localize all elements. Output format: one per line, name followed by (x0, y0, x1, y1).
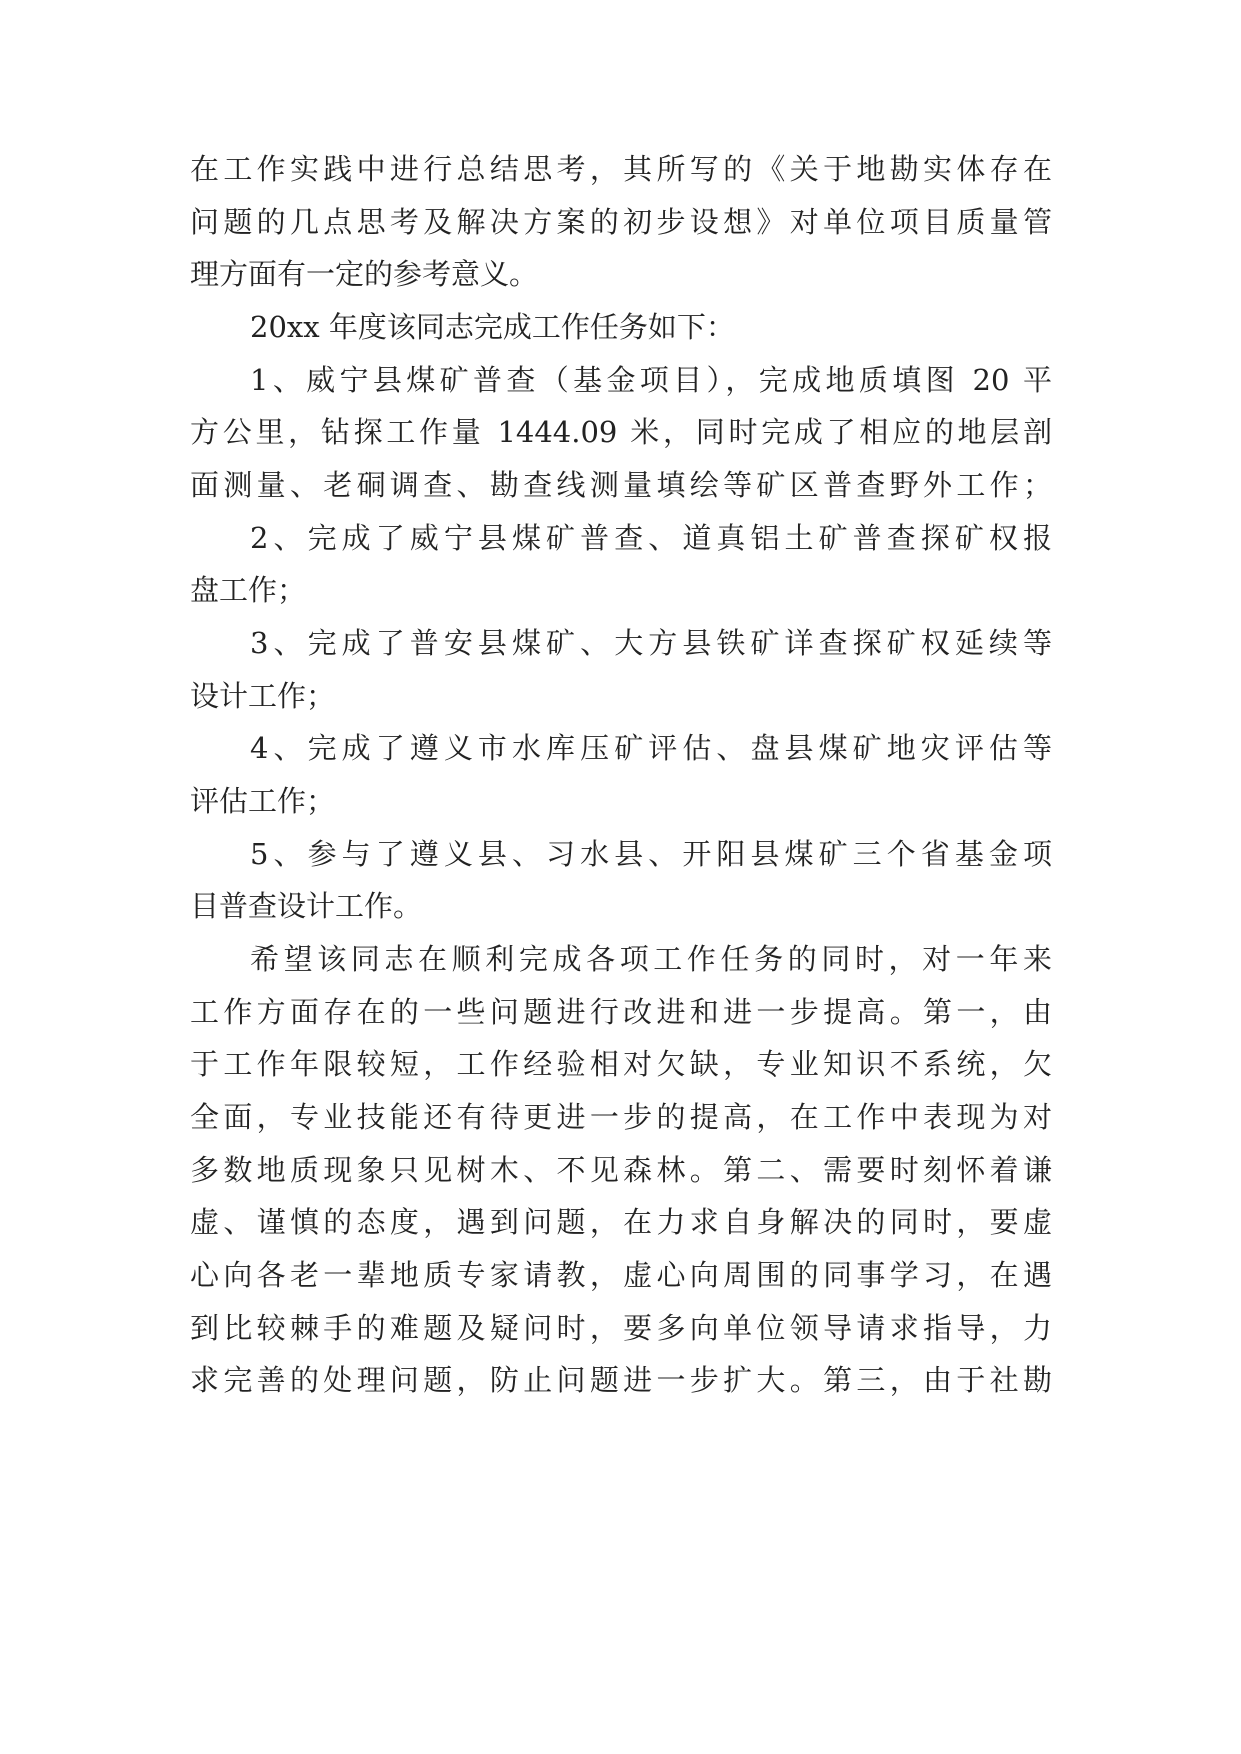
text-line: 在工作实践中进行总结思考，其所写的《关于地勘实体存在 (190, 152, 1052, 186)
text-line: 目普查设计工作。 (190, 889, 423, 923)
text-line: 5、参与了遵义县、习水县、开阳县煤矿三个省基金项 (250, 837, 1052, 871)
text-line: 设计工作； (190, 679, 336, 713)
text-line: 求完善的处理问题，防止问题进一步扩大。第三，由于社勘 (190, 1363, 1052, 1397)
text-line: 于工作年限较短，工作经验相对欠缺，专业知识不系统，欠 (190, 1047, 1052, 1081)
text-line: 心向各老一辈地质专家请教，虚心向周围的同事学习，在遇 (190, 1258, 1052, 1292)
text-line: 3、完成了普安县煤矿、大方县铁矿详查探矿权延续等 (250, 626, 1052, 660)
text-line: 方公里，钻探工作量 1444.09 米，同时完成了相应的地层剖 (190, 415, 1052, 449)
text-line: 4、完成了遵义市水库压矿评估、盘县煤矿地灾评估等 (250, 731, 1052, 765)
text-line: 问题的几点思考及解决方案的初步设想》对单位项目质量管 (190, 205, 1052, 239)
text-line: 多数地质现象只见树木、不见森林。第二、需要时刻怀着谦 (190, 1153, 1052, 1187)
text-line: 面测量、老硐调查、勘查线测量填绘等矿区普查野外工作； (190, 468, 1052, 502)
text-line: 工作方面存在的一些问题进行改进和进一步提高。第一，由 (190, 995, 1052, 1029)
text-line: 理方面有一定的参考意义。 (190, 257, 539, 291)
text-line: 盘工作； (190, 573, 307, 607)
text-line: 到比较棘手的难题及疑问时，要多向单位领导请求指导，力 (190, 1311, 1052, 1345)
text-line: 20xx 年度该同志完成工作任务如下： (250, 310, 735, 344)
text-line: 2、完成了威宁县煤矿普查、道真铝土矿普查探矿权报 (250, 521, 1052, 555)
text-line: 1、威宁县煤矿普查（基金项目），完成地质填图 20 平 (250, 363, 1052, 397)
text-line: 虚、谨慎的态度，遇到问题，在力求自身解决的同时，要虚 (190, 1205, 1052, 1239)
text-line: 希望该同志在顺利完成各项工作任务的同时，对一年来 (250, 942, 1052, 976)
text-line: 全面，专业技能还有待更进一步的提高，在工作中表现为对 (190, 1100, 1052, 1134)
text-line: 评估工作； (190, 784, 336, 818)
